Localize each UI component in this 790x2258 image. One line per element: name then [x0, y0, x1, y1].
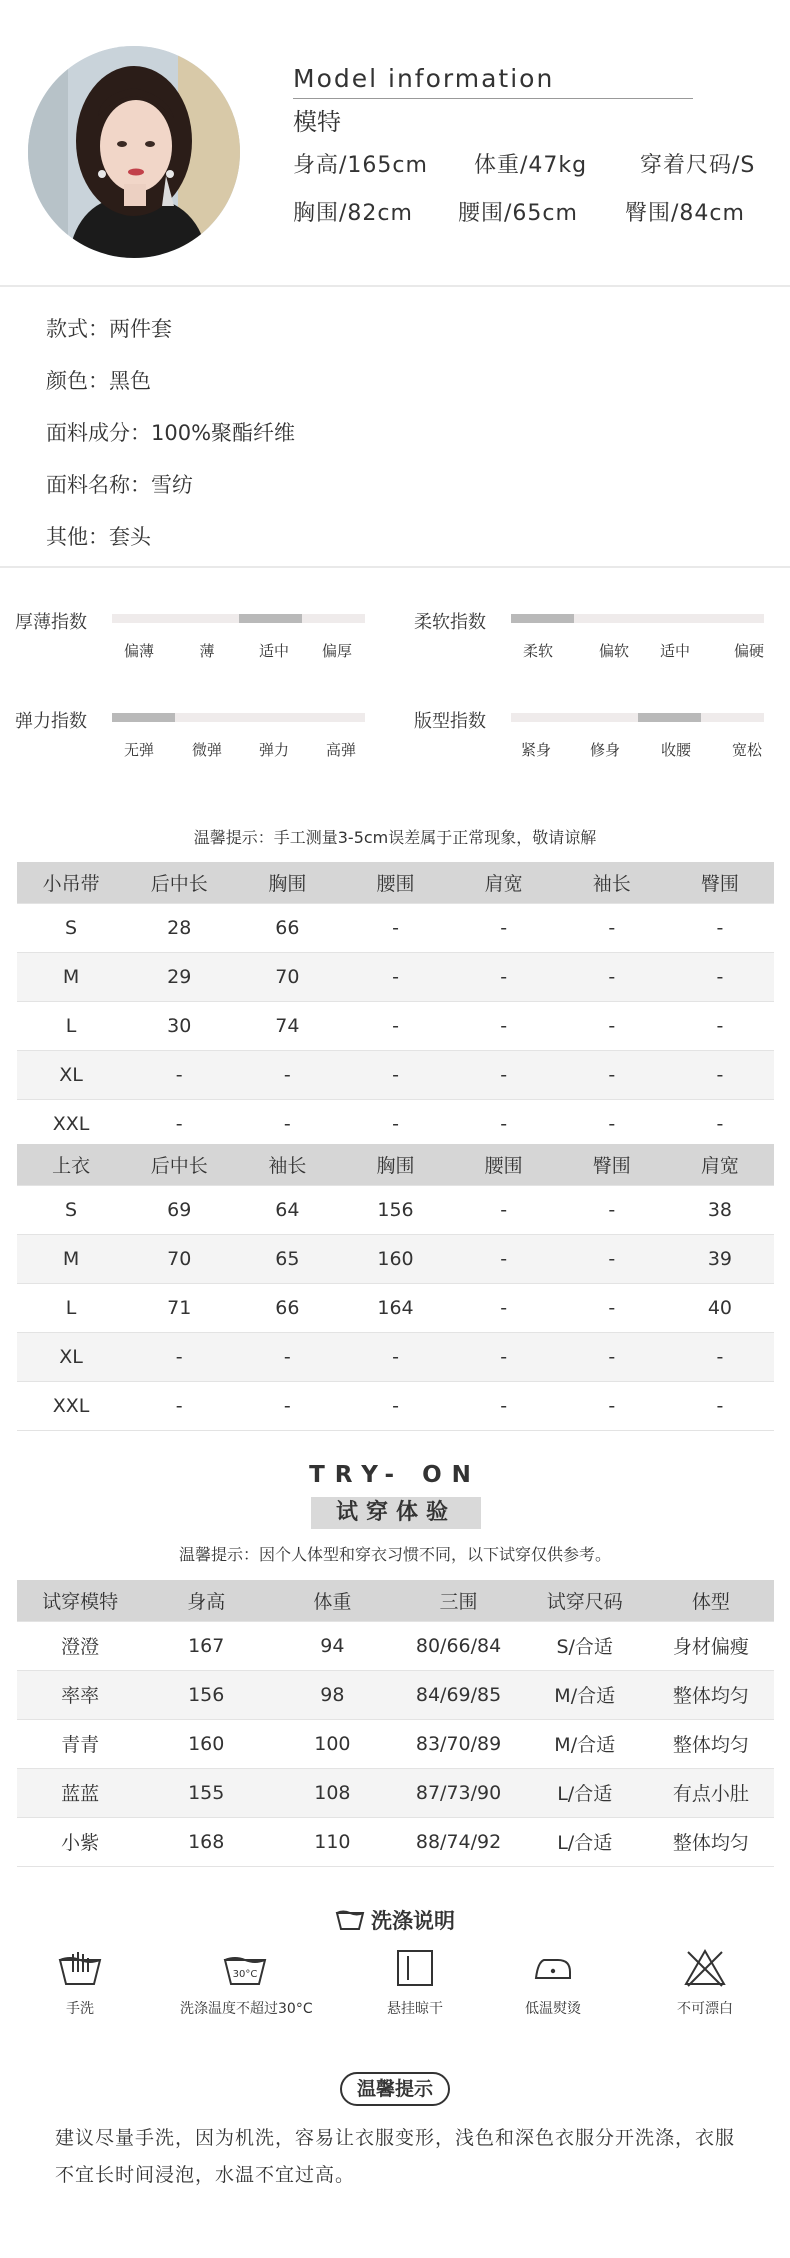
header-cell: 腰围 [341, 862, 449, 903]
header-cell: 臀围 [666, 862, 774, 903]
table-cell: - [233, 1099, 341, 1148]
table-cell: - [558, 1050, 666, 1099]
table-cell: XXL [17, 1381, 125, 1430]
header-cell: 袖长 [233, 1144, 341, 1185]
table-cell: - [450, 1381, 558, 1430]
table-cell: - [341, 952, 449, 1001]
table-cell: L/合适 [522, 1768, 648, 1817]
index-tick: 高弹 [325, 741, 357, 759]
wash-header [0, 1905, 790, 1935]
table-cell: S [17, 903, 125, 952]
table-cell: 160 [143, 1719, 269, 1768]
table-cell: - [450, 1234, 558, 1283]
index-tick: 柔软 [522, 642, 554, 660]
index-tick: 偏薄 [123, 642, 155, 660]
table-cell: 83/70/89 [395, 1719, 521, 1768]
table-cell: - [450, 1050, 558, 1099]
index-tick: 宽松 [731, 741, 763, 759]
wash-label: 不可漂白 [677, 2001, 733, 2017]
model-photo-illustration [28, 46, 240, 258]
wash-label: 手洗 [66, 2001, 94, 2017]
table-cell: 小紫 [17, 1817, 143, 1866]
index-tick: 适中 [659, 642, 691, 660]
index-bar-softness [511, 614, 764, 623]
table-cell: 蓝蓝 [17, 1768, 143, 1817]
table-cell: - [558, 903, 666, 952]
model-avatar [28, 46, 240, 258]
tryon-table [17, 1580, 774, 1867]
table-cell: - [450, 952, 558, 1001]
tryon-note: 温馨提示：因个人体型和穿衣习惯不同，以下试穿仅供参考。 [178, 1545, 611, 1564]
table-cell: 155 [143, 1768, 269, 1817]
table-header-row [17, 1580, 774, 1621]
index-tick: 偏软 [598, 642, 630, 660]
header-cell: 试穿模特 [17, 1580, 143, 1621]
info-fabric-name: 面料名称：雪纺 [46, 473, 193, 497]
table-cell: 70 [125, 1234, 233, 1283]
table-cell: - [558, 1381, 666, 1430]
table-cell: - [666, 1050, 774, 1099]
header-cell: 试穿尺码 [522, 1580, 648, 1621]
tryon-row [17, 1670, 774, 1719]
header-cell: 肩宽 [666, 1144, 774, 1185]
table-cell: 66 [233, 903, 341, 952]
size-table-top [17, 1144, 774, 1431]
table-cell: 84/69/85 [395, 1670, 521, 1719]
table-cell: 167 [143, 1621, 269, 1670]
wash-basin-icon [335, 1908, 365, 1932]
tryon-subtitle: 试穿体验 [311, 1497, 481, 1529]
tryon-row [17, 1719, 774, 1768]
index-tick: 修身 [589, 741, 621, 759]
table-cell: 108 [269, 1768, 395, 1817]
table-cell: - [666, 903, 774, 952]
table-cell: XL [17, 1050, 125, 1099]
table-cell: M/合适 [522, 1670, 648, 1719]
wash-item-no-bleach [640, 1948, 770, 2018]
section-divider [0, 566, 790, 568]
table-cell: - [558, 1332, 666, 1381]
table-cell: 71 [125, 1283, 233, 1332]
index-label-fit: 版型指数 [414, 711, 486, 732]
tip-title: 温馨提示 [340, 2072, 450, 2106]
hand-wash-icon [57, 1948, 103, 1988]
table-cell: S [17, 1185, 125, 1234]
table-cell: 整体均匀 [648, 1719, 774, 1768]
table-cell: 156 [341, 1185, 449, 1234]
model-section [0, 0, 790, 285]
table-cell: - [450, 1099, 558, 1148]
table-cell: M [17, 952, 125, 1001]
table-cell: - [450, 903, 558, 952]
header-cell: 三围 [395, 1580, 521, 1621]
table-cell: 100 [269, 1719, 395, 1768]
index-tick: 弹力 [258, 741, 290, 759]
table-cell: 29 [125, 952, 233, 1001]
index-fill [511, 614, 574, 623]
table-cell: 87/73/90 [395, 1768, 521, 1817]
table-cell: 澄澄 [17, 1621, 143, 1670]
tryon-row [17, 1621, 774, 1670]
header-cell: 胸围 [233, 862, 341, 903]
section-divider [0, 285, 790, 287]
table-header-row [17, 862, 774, 903]
table-cell: 80/66/84 [395, 1621, 521, 1670]
table-cell: L/合适 [522, 1817, 648, 1866]
table-cell: - [450, 1332, 558, 1381]
table-cell: 整体均匀 [648, 1670, 774, 1719]
table-cell: 70 [233, 952, 341, 1001]
table-cell: - [666, 1381, 774, 1430]
tryon-title: TRY- ON [309, 1462, 481, 1488]
index-tick: 紧身 [520, 741, 552, 759]
index-label-thickness: 厚薄指数 [15, 612, 87, 633]
table-cell: - [341, 1050, 449, 1099]
table-cell: - [666, 952, 774, 1001]
table-cell: - [233, 1332, 341, 1381]
tip-text: 建议尽量手洗，因为机洗，容易让衣服变形，浅色和深色衣服分开洗涤，衣服不宜长时间浸泡，水温不宜过高。 [55, 2127, 736, 2186]
table-row [17, 1099, 774, 1148]
index-tick: 无弹 [123, 741, 155, 759]
table-cell: 98 [269, 1670, 395, 1719]
table-row [17, 903, 774, 952]
table-cell: - [558, 1001, 666, 1050]
table-cell: M [17, 1234, 125, 1283]
table-cell: - [125, 1332, 233, 1381]
info-other: 其他：套头 [46, 525, 151, 549]
table-cell: - [558, 1185, 666, 1234]
index-bar-thickness [112, 614, 365, 623]
table-cell: 整体均匀 [648, 1817, 774, 1866]
table-cell: - [666, 1332, 774, 1381]
table-cell: 156 [143, 1670, 269, 1719]
header-cell: 后中长 [125, 862, 233, 903]
table-cell: 38 [666, 1185, 774, 1234]
model-waist: 腰围/65cm [458, 201, 578, 226]
table-cell: XL [17, 1332, 125, 1381]
table-cell: 30 [125, 1001, 233, 1050]
table-cell: 66 [233, 1283, 341, 1332]
table-cell: S/合适 [522, 1621, 648, 1670]
table-cell: - [450, 1185, 558, 1234]
index-tick: 收腰 [660, 741, 692, 759]
table-row [17, 1001, 774, 1050]
table-cell: L [17, 1001, 125, 1050]
tryon-row [17, 1817, 774, 1866]
index-tick: 微弹 [191, 741, 223, 759]
table-cell: 青青 [17, 1719, 143, 1768]
header-cell: 后中长 [125, 1144, 233, 1185]
table-cell: 160 [341, 1234, 449, 1283]
table-cell: 有点小肚 [648, 1768, 774, 1817]
table-cell: M/合适 [522, 1719, 648, 1768]
title-divider [293, 98, 693, 99]
table-cell: 88/74/92 [395, 1817, 521, 1866]
index-fill [638, 713, 701, 722]
table-cell: - [125, 1050, 233, 1099]
model-size: 穿着尺码/S [640, 153, 756, 178]
table-row [17, 1234, 774, 1283]
table-row [17, 1050, 774, 1099]
header-cell: 腰围 [450, 1144, 558, 1185]
table-cell: 110 [269, 1817, 395, 1866]
index-tick: 适中 [258, 642, 290, 660]
index-fill [239, 614, 302, 623]
table-row [17, 1185, 774, 1234]
table-cell: 28 [125, 903, 233, 952]
table-cell: - [558, 1234, 666, 1283]
wash-30-icon [222, 1948, 268, 1988]
table-row [17, 1332, 774, 1381]
table-cell: - [341, 1099, 449, 1148]
model-hip: 臀围/84cm [625, 201, 745, 226]
model-title: Model information [293, 64, 555, 93]
table-cell: - [558, 952, 666, 1001]
index-fill [112, 713, 175, 722]
model-height: 身高/165cm [293, 153, 428, 178]
table-cell: - [666, 1099, 774, 1148]
model-subtitle: 模特 [293, 108, 341, 136]
table-cell: 65 [233, 1234, 341, 1283]
header-cell: 肩宽 [450, 862, 558, 903]
table-cell: 40 [666, 1283, 774, 1332]
table-cell: - [233, 1381, 341, 1430]
wash-label: 洗涤温度不超过30°C [180, 2001, 313, 2017]
table-cell: - [341, 903, 449, 952]
table-cell: 身材偏瘦 [648, 1621, 774, 1670]
wash-temp-text: 30°C [232, 1969, 258, 1980]
table-cell: 74 [233, 1001, 341, 1050]
header-cell: 袖长 [558, 862, 666, 903]
table-row [17, 1283, 774, 1332]
no-bleach-icon [682, 1948, 728, 1988]
index-label-softness: 柔软指数 [414, 612, 486, 633]
header-cell: 胸围 [341, 1144, 449, 1185]
header-cell: 体型 [648, 1580, 774, 1621]
table-cell: - [558, 1283, 666, 1332]
table-cell: - [341, 1332, 449, 1381]
header-cell: 臀围 [558, 1144, 666, 1185]
index-tick: 偏硬 [733, 642, 765, 660]
table-cell: L [17, 1283, 125, 1332]
table-cell: - [666, 1001, 774, 1050]
table-header-row [17, 1144, 774, 1185]
table-cell: - [125, 1099, 233, 1148]
table-cell: 69 [125, 1185, 233, 1234]
table-cell: 168 [143, 1817, 269, 1866]
wash-label: 悬挂晾干 [387, 2001, 443, 2017]
model-bust: 胸围/82cm [293, 201, 413, 226]
wash-item-hand-wash [15, 1948, 145, 2018]
index-bar-elasticity [112, 713, 365, 722]
table-cell: - [450, 1283, 558, 1332]
index-bar-fit [511, 713, 764, 722]
table-cell: XXL [17, 1099, 125, 1148]
wash-item-hang-dry [350, 1948, 480, 2018]
wash-label: 低温熨烫 [525, 2001, 581, 2017]
index-tick: 偏厚 [321, 642, 353, 660]
wash-title: 洗涤说明 [371, 1909, 455, 1933]
low-iron-icon [530, 1948, 576, 1988]
table-cell: 64 [233, 1185, 341, 1234]
index-tick: 薄 [199, 642, 215, 660]
hang-dry-icon [392, 1948, 438, 1988]
model-weight: 体重/47kg [474, 153, 588, 178]
table-cell: - [125, 1381, 233, 1430]
table-cell: - [450, 1001, 558, 1050]
info-composition: 面料成分：100%聚酯纤维 [46, 421, 296, 445]
wash-item-low-iron [488, 1948, 618, 2018]
table-row [17, 952, 774, 1001]
info-style: 款式：两件套 [46, 317, 172, 341]
table-cell: 164 [341, 1283, 449, 1332]
header-cell: 上衣 [17, 1144, 125, 1185]
table-cell: - [341, 1381, 449, 1430]
header-cell: 身高 [143, 1580, 269, 1621]
table-row [17, 1381, 774, 1430]
table-cell: 率率 [17, 1670, 143, 1719]
header-cell: 小吊带 [17, 862, 125, 903]
wash-item-wash-30 [180, 1948, 313, 2018]
size-table-camisole [17, 862, 774, 1149]
table-cell: - [558, 1099, 666, 1148]
table-cell: - [233, 1050, 341, 1099]
table-cell: 94 [269, 1621, 395, 1670]
info-color: 颜色：黑色 [46, 369, 151, 393]
table-cell: - [341, 1001, 449, 1050]
table-cell: 39 [666, 1234, 774, 1283]
index-label-elasticity: 弹力指数 [15, 711, 87, 732]
tryon-row [17, 1768, 774, 1817]
size-note: 温馨提示：手工测量3-5cm误差属于正常现象，敬请谅解 [193, 828, 597, 847]
header-cell: 体重 [269, 1580, 395, 1621]
